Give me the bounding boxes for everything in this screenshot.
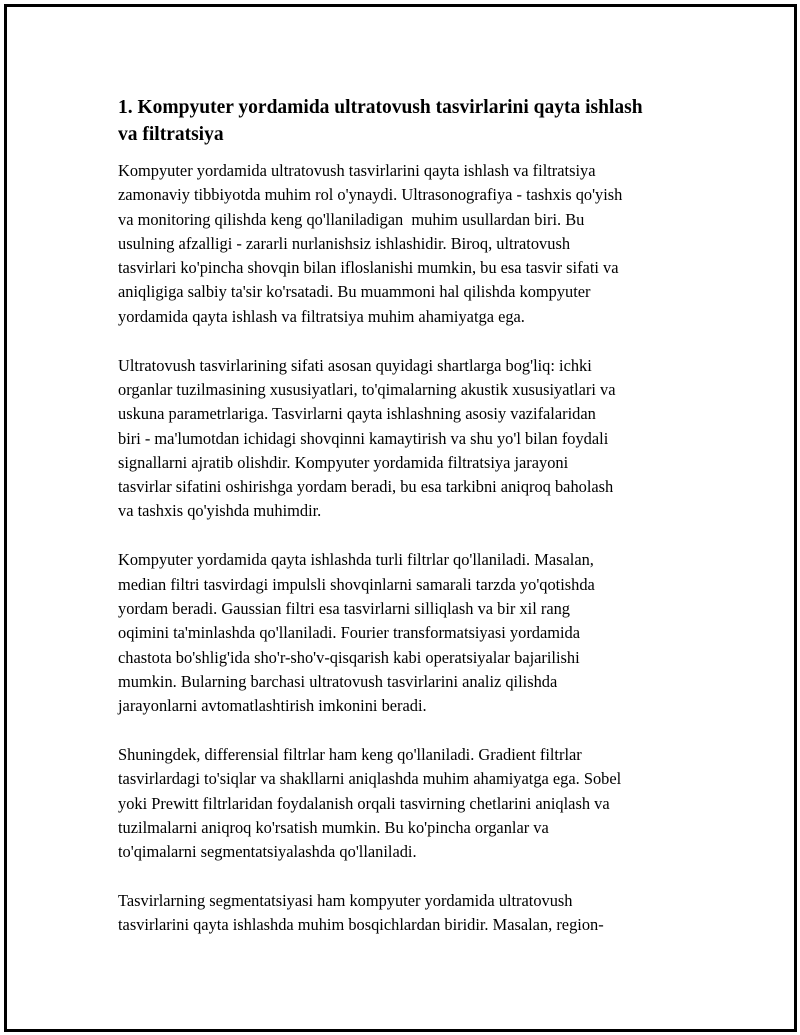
- paragraph: [118, 743, 698, 864]
- paragraph: [118, 159, 698, 329]
- document-body: [118, 94, 698, 938]
- text-line: va tashxis qo'yishda muhimdir.: [118, 501, 322, 521]
- text-line: Ultratovush tasvirlarining sifati asosan quyidagi shartlarga bog'liq: ichki: [118, 355, 592, 375]
- text-line: Tasvirlarning segmentatsiyasi ham kompyuter yordamida ultratovush: [118, 891, 573, 911]
- text-line: yoki Prewitt filtrlaridan foydalanish orqali tasvirning chetlarini aniqlash va: [118, 793, 610, 813]
- text-line: tasvirlardagi to'siqlar va shakllarni aniqlashda muhim ahamiyatga ega. Sobel: [118, 769, 622, 789]
- text-line: zamonaviy tibbiyotda muhim rol o'ynaydi. Ultrasonografiya - tashxis qo'yish: [118, 185, 623, 205]
- heading-line: va filtratsiya: [118, 124, 224, 145]
- text-line: biri - ma'lumotdan ichidagi shovqinni kamaytirish va shu yo'l bilan foydali: [118, 428, 609, 448]
- text-line: mumkin. Bularning barchasi ultratovush tasvirlarini analiz qilishda: [118, 671, 558, 691]
- heading-line: 1. Kompyuter yordamida ultratovush tasvirlarini qayta ishlash: [118, 97, 643, 118]
- text-line: uskuna parametrlariga. Tasvirlarni qayta ishlashning asosiy vazifalaridan: [118, 404, 596, 424]
- text-line: signallarni ajratib olishdir. Kompyuter yordamida filtratsiya jarayoni: [118, 452, 569, 472]
- text-line: organlar tuzilmasining xususiyatlari, to'qimalarning akustik xususiyatlari va: [118, 379, 616, 399]
- text-line: Kompyuter yordamida ultratovush tasvirlarini qayta ishlash va filtratsiya: [118, 161, 596, 180]
- text-line: va monitoring qilishda keng qo'llaniladigan muhim usullardan biri. Bu: [118, 209, 585, 229]
- paragraph: [118, 548, 698, 718]
- text-line: tasvirlari ko'pincha shovqin bilan ifloslanishi mumkin, bu esa tasvir sifati va: [118, 258, 619, 278]
- text-line: oqimini ta'minlashda qo'llaniladi. Fourier transformatsiyasi yordamida: [118, 623, 581, 643]
- text-line: tuzilmalarni aniqroq ko'rsatish mumkin. Bu ko'pincha organlar va: [118, 817, 549, 837]
- paragraph: [118, 354, 698, 524]
- text-line: Kompyuter yordamida qayta ishlashda turli filtrlar qo'llaniladi. Masalan,: [118, 550, 594, 570]
- text-line: tasvirlar sifatini oshirishga yordam beradi, bu esa tarkibni aniqroq baholash: [118, 477, 614, 497]
- text-line: Shuningdek, differensial filtrlar ham keng qo'llaniladi. Gradient filtrlar: [118, 745, 582, 765]
- text-line: chastota bo'shlig'ida sho'r-sho'v-qisqarish kabi operatsiyalar bajarilishi: [118, 647, 580, 667]
- text-line: yordamida qayta ishlash va filtratsiya muhim ahamiyatga ega.: [118, 306, 525, 326]
- text-line: jarayonlarni avtomatlashtirish imkonini beradi.: [118, 696, 427, 716]
- text-line: usulning afzalligi - zararli nurlanishsiz ishlashidir. Biroq, ultratovush: [118, 233, 571, 253]
- text-line: median filtri tasvirdagi impulsli shovqinlarni samarali tarzda yo'qotishda: [118, 574, 595, 594]
- text-line: tasvirlarini qayta ishlashda muhim bosqichlardan biridir. Masalan, region-: [118, 915, 604, 935]
- text-line: to'qimalarni segmentatsiyalashda qo'llaniladi.: [118, 842, 417, 862]
- paragraph: [118, 889, 698, 938]
- text-line: aniqligiga salbiy ta'sir ko'rsatadi. Bu muammoni hal qilishda kompyuter: [118, 282, 591, 302]
- text-line: yordam beradi. Gaussian filtri esa tasvirlarni silliqlash va bir xil rang: [118, 598, 570, 618]
- section-heading: [118, 94, 698, 148]
